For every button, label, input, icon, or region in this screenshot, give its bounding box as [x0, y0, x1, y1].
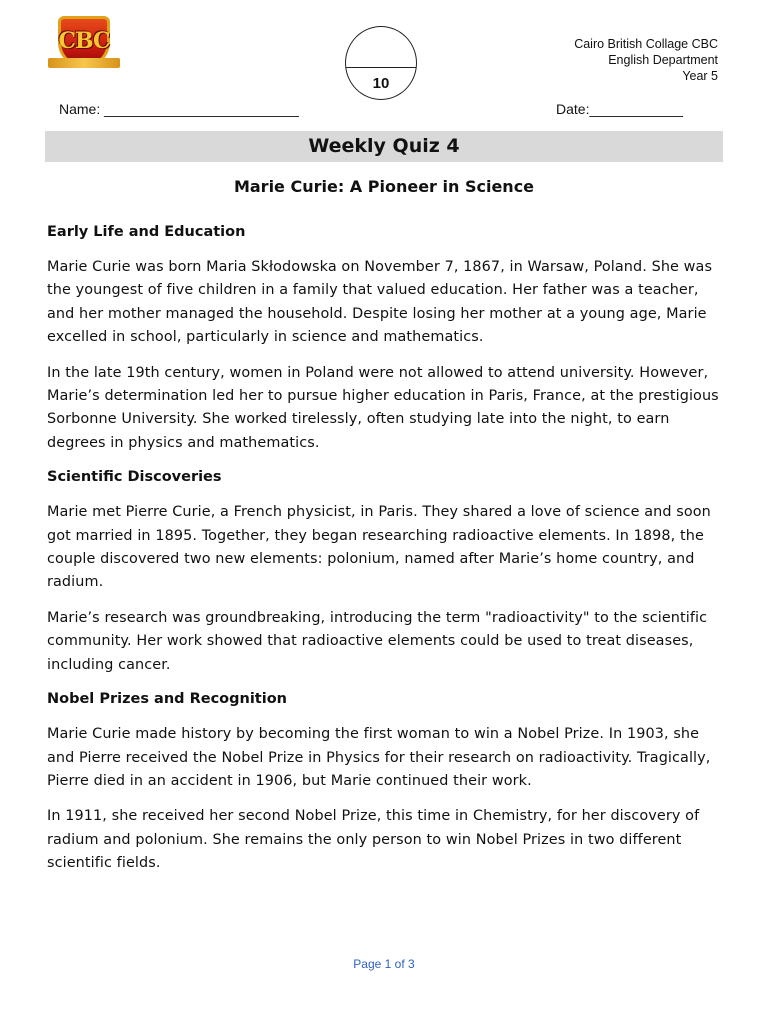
section-heading: Nobel Prizes and Recognition: [47, 691, 287, 708]
paragraph: Marie Curie made history by becoming the first woman to win a Nobel Prize. In 1903, she and Pierre received the Nobel Prize in Physics for their research on radioactivity. Tragically, Pierre died in an accident in 1906, but Marie continued their work.: [47, 726, 711, 789]
logo-text: CBC: [58, 28, 110, 54]
article-body: [47, 222, 727, 888]
school-info: [574, 36, 718, 84]
school-logo: [48, 14, 120, 72]
score-divider: [346, 67, 416, 68]
page-title: Weekly Quiz 4: [308, 135, 460, 157]
name-field[interactable]: Name: _________________________: [59, 101, 299, 117]
school-year: Year 5: [682, 69, 718, 83]
paragraph: Marie Curie was born Maria Skłodowska on November 7, 1867, in Warsaw, Poland. She was the youngest of five children in a family that valued education. Her father was a teacher, and her mother managed the household. Despite losing her mother at a young age, Marie excelled in school, particularly in science and mathematics.: [47, 259, 713, 346]
score-total: 10: [372, 75, 390, 92]
paragraph: In the late 19th century, women in Poland were not allowed to attend university. However, Marie’s determination led her to pursue higher education in Paris, France, at the prestigious Sorbonne University. She worked tirelessly, often studying late into the night, to earn degrees in physics and mathematics.: [47, 364, 719, 451]
paragraph: Marie met Pierre Curie, a French physicist, in Paris. They shared a love of science and soon got married in 1895. Together, they began researching radioactive elements. In 1898, the couple discovered two new elements: polonium, named after Marie’s home country, and radium.: [47, 504, 711, 591]
section-heading: Scientific Discoveries: [47, 469, 222, 486]
school-name: Cairo British Collage CBC: [574, 37, 718, 51]
paragraph: In 1911, she received her second Nobel Prize, this time in Chemistry, for her discovery of radium and polonium. She remains the only person to win Nobel Prizes in two different scientific fields.: [47, 808, 700, 872]
date-field[interactable]: Date:____________: [556, 101, 683, 117]
section-heading: Early Life and Education: [47, 224, 246, 240]
article-title: Marie Curie: A Pioneer in Science: [233, 177, 535, 196]
page-number: Page 1 of 3: [353, 957, 415, 971]
school-department: English Department: [608, 53, 718, 67]
paragraph: Marie’s research was groundbreaking, introducing the term "radioactivity" to the scientific community. Her work showed that radioactive elements could be used to treat diseases, including cancer.: [47, 609, 708, 673]
logo-ribbon: [48, 58, 120, 68]
score-circle: [345, 26, 417, 100]
title-bar: [45, 131, 723, 162]
